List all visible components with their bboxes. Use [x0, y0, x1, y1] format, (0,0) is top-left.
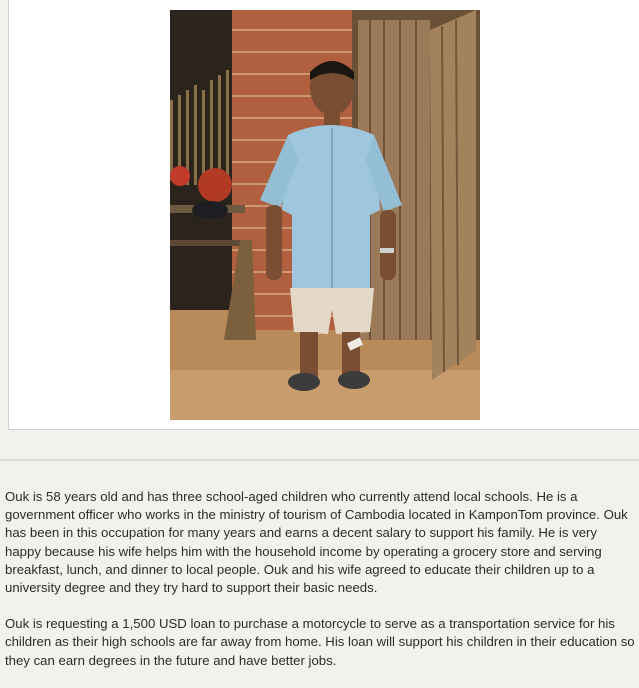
description-paragraph: Ouk is 58 years old and has three school-aged children who currently attend local schools. He is a government officer who works in the ministry of tourism of Cambodia located in KamponTom province. Ouk has been in this occupation for many years and earns a decent salary to support his family. He is very happy because his wife helps him with the household income by operating a grocery store and serving breakfast, lunch, and dinner to local people. Ouk and his wife agreed to educate their children up to a university degree and they try hard to support their basic needs.	[5, 489, 628, 596]
description-paragraph: Ouk is requesting a 1,500 USD loan to purchase a motorcycle to serve as a transportation service for his children as their high schools are far away from home. His loan will support his children in their education so they can earn degrees in the future and have better jobs.	[5, 616, 635, 668]
borrower-photo	[170, 10, 480, 420]
section-divider	[0, 459, 639, 461]
photo-frame	[8, 0, 639, 430]
borrower-photo-illustration	[170, 10, 480, 420]
borrower-description	[5, 488, 635, 688]
